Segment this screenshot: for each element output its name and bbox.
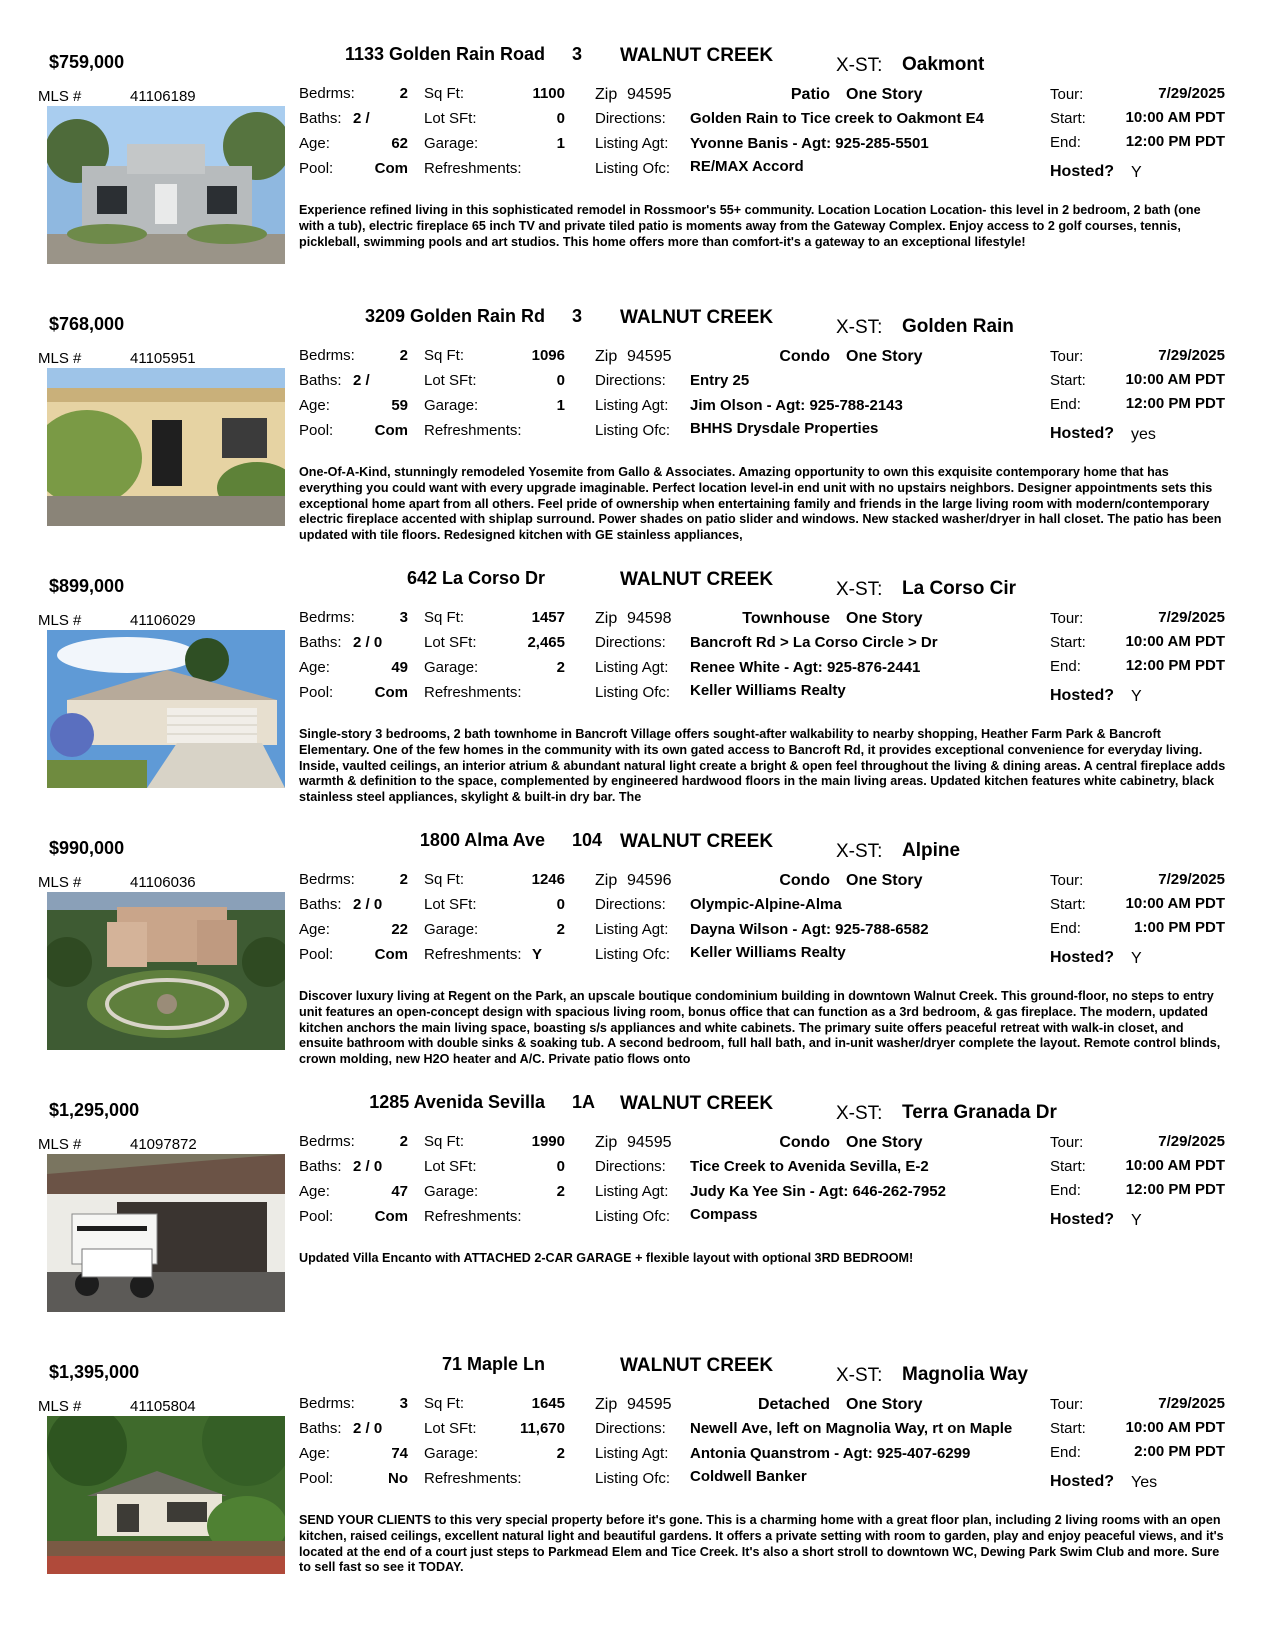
office-label: Listing Ofc: [595,160,671,177]
pool-value: Com [374,160,408,177]
pool-label: Pool: [299,1208,334,1225]
directions-label: Directions: [595,634,666,651]
age-value: 22 [391,921,408,938]
cross-street-label: X-ST: [836,1365,883,1386]
mls-number: 41105951 [130,350,196,367]
bedrooms-label: Bedrms: [299,85,355,102]
listing-card [0,1350,1275,1612]
zip-value: 94595 [627,1396,672,1413]
garage-label: Garage: [424,1183,479,1200]
cross-street-value: La Corso Cir [902,578,1017,599]
agent-value: Judy Ka Yee Sin - Agt: 646-262-7952 [690,1183,946,1200]
cross-street-label: X-ST: [836,55,883,76]
end-label: End: [1050,658,1081,675]
lot-value: 2,465 [527,634,565,651]
baths-label: Baths: [299,896,342,913]
zip-value: 94596 [627,872,672,889]
listing-price: $899,000 [49,576,125,596]
age-value: 49 [391,659,408,676]
age-value: 62 [391,135,408,152]
agent-label: Listing Agt: [595,1183,669,1200]
property-type: Townhouse [742,610,830,627]
end-label: End: [1050,1182,1081,1199]
cross-street-value: Alpine [902,840,961,861]
baths-label: Baths: [299,110,342,127]
bedrooms-value: 3 [399,1395,408,1412]
listing-card [0,302,1275,564]
hosted-value: Y [1131,950,1142,967]
listing-price: $759,000 [49,52,125,72]
bedrooms-value: 2 [399,347,408,364]
listing-description: Single-story 3 bedrooms, 2 bath townhome in Bancroft Village offers sought-after walkability to nearby shopping, Heather Farm Park & Bancroft Elementary. One of the few homes in the community with its own gated access to Bancroft Rd, it provides exceptional convenience for everyday living. Inside, vaulted ceilings, an interior atrium & abundant natural light create a bright & open feel throughout the living & dining areas. A central fireplace adds warmth & definition to the space, complemented by engineered hardwood floors in the main living areas. Updated kitchen features white cabinetry, black stainless steel appliances, skylight & built-in dry bar. The [299,727,1226,805]
refreshments-label: Refreshments: [424,422,522,439]
pool-value: Com [374,1208,408,1225]
age-label: Age: [299,1445,330,1462]
pool-value: Com [374,422,408,439]
property-style: One Story [846,872,923,889]
garage-label: Garage: [424,397,479,414]
start-label: Start: [1050,110,1086,127]
end-label: End: [1050,134,1081,151]
mls-label: MLS # [38,88,82,105]
age-label: Age: [299,135,330,152]
garage-value: 1 [556,135,565,152]
bedrooms-label: Bedrms: [299,1133,355,1150]
start-time: 10:00 AM PDT [1125,895,1225,912]
sqft-value: 1457 [531,609,565,626]
directions-label: Directions: [595,110,666,127]
pool-label: Pool: [299,160,334,177]
tour-date: 7/29/2025 [1158,871,1225,888]
mls-label: MLS # [38,350,82,367]
bedrooms-label: Bedrms: [299,609,355,626]
listing-unit: 1A [572,1092,596,1112]
lot-label: Lot SFt: [424,1158,477,1175]
directions-value: Newell Ave, left on Magnolia Way, rt on Maple [690,1420,1013,1437]
directions-label: Directions: [595,1420,666,1437]
refreshments-value: Y [532,946,543,963]
agent-label: Listing Agt: [595,397,669,414]
start-label: Start: [1050,1420,1086,1437]
cross-street-label: X-ST: [836,841,883,862]
baths-value: 2 / [353,372,370,389]
sqft-value: 1990 [531,1133,565,1150]
office-value: Keller Williams Realty [690,682,846,699]
cross-street-value: Magnolia Way [902,1364,1028,1385]
zip-label: Zip [595,610,618,627]
listing-photo[interactable] [47,1154,285,1312]
mls-label: MLS # [38,1398,82,1415]
baths-label: Baths: [299,1420,342,1437]
pool-label: Pool: [299,946,334,963]
property-style: One Story [846,1396,923,1413]
office-value: RE/MAX Accord [690,158,804,175]
listing-unit: 3 [572,44,583,64]
refreshments-label: Refreshments: [424,1470,522,1487]
agent-label: Listing Agt: [595,135,669,152]
bedrooms-value: 2 [399,1133,408,1150]
office-label: Listing Ofc: [595,422,671,439]
start-label: Start: [1050,372,1086,389]
directions-value: Golden Rain to Tice creek to Oakmont E4 [690,110,984,127]
baths-label: Baths: [299,634,342,651]
tour-label: Tour: [1050,86,1084,103]
listing-photo[interactable] [47,106,285,264]
garage-value: 1 [556,397,565,414]
end-time: 12:00 PM PDT [1125,395,1225,412]
mls-number: 41106029 [130,612,196,629]
end-label: End: [1050,1444,1081,1461]
directions-label: Directions: [595,1158,666,1175]
agent-label: Listing Agt: [595,1445,669,1462]
mls-label: MLS # [38,612,82,629]
garage-label: Garage: [424,921,479,938]
lot-value: 0 [556,110,565,127]
hosted-label: Hosted? [1050,1473,1114,1490]
zip-label: Zip [595,872,618,889]
garage-value: 2 [556,659,565,676]
baths-value: 2 / 0 [353,1420,383,1437]
property-style: One Story [846,86,923,103]
listing-photo[interactable] [47,892,285,1050]
end-label: End: [1050,396,1081,413]
listing-price: $990,000 [49,838,125,858]
zip-value: 94598 [627,610,672,627]
agent-value: Antonia Quanstrom - Agt: 925-407-6299 [690,1445,971,1462]
cross-street-label: X-ST: [836,317,883,338]
zip-value: 94595 [627,86,672,103]
mls-number: 41106036 [130,874,196,891]
end-time: 12:00 PM PDT [1125,657,1225,674]
mls-number: 41097872 [130,1136,197,1153]
mls-label: MLS # [38,1136,82,1153]
zip-label: Zip [595,86,618,103]
garage-value: 2 [556,1183,565,1200]
sqft-label: Sq Ft: [424,871,465,888]
property-type: Patio [790,86,830,103]
refreshments-label: Refreshments: [424,946,522,963]
listing-price: $768,000 [49,314,125,334]
tour-label: Tour: [1050,348,1084,365]
age-label: Age: [299,921,330,938]
garage-label: Garage: [424,659,479,676]
agent-value: Renee White - Agt: 925-876-2441 [690,659,921,676]
start-label: Start: [1050,1158,1086,1175]
office-value: BHHS Drysdale Properties [690,420,879,437]
office-label: Listing Ofc: [595,1208,671,1225]
office-label: Listing Ofc: [595,946,671,963]
sqft-label: Sq Ft: [424,609,465,626]
listing-photo[interactable] [47,630,285,788]
agent-value: Jim Olson - Agt: 925-788-2143 [690,397,903,414]
hosted-value: Y [1131,164,1142,181]
lot-label: Lot SFt: [424,372,477,389]
listing-card [0,564,1275,826]
pool-value: Com [374,946,408,963]
listing-city: WALNUT CREEK [620,1355,774,1376]
listing-card [0,40,1275,302]
cross-street-value: Golden Rain [902,316,1014,337]
listing-price: $1,395,000 [49,1362,140,1382]
listing-card [0,826,1275,1088]
office-label: Listing Ofc: [595,684,671,701]
listing-photo[interactable] [47,368,285,526]
tour-label: Tour: [1050,1134,1084,1151]
start-time: 10:00 AM PDT [1125,371,1225,388]
zip-label: Zip [595,1396,618,1413]
tour-label: Tour: [1050,872,1084,889]
hosted-label: Hosted? [1050,1211,1114,1228]
end-time: 1:00 PM PDT [1134,919,1225,936]
lot-value: 0 [556,1158,565,1175]
listing-photo[interactable] [47,1416,285,1574]
end-time: 2:00 PM PDT [1134,1443,1225,1460]
listing-card [0,1088,1275,1350]
zip-value: 94595 [627,1134,672,1151]
garage-label: Garage: [424,1445,479,1462]
baths-label: Baths: [299,372,342,389]
tour-date: 7/29/2025 [1158,85,1225,102]
property-type: Condo [779,1134,830,1151]
office-value: Coldwell Banker [690,1468,807,1485]
pool-value: No [388,1470,408,1487]
hosted-label: Hosted? [1050,687,1114,704]
directions-value: Bancroft Rd > La Corso Circle > Dr [690,634,938,651]
property-style: One Story [846,348,923,365]
sqft-label: Sq Ft: [424,1395,465,1412]
listing-description: One-Of-A-Kind, stunningly remodeled Yosemite from Gallo & Associates. Amazing opportunity to own this exquisite contemporary home that has everything you could want with every upgrade imaginable. Perfect location level-in end unit with no upstairs neighbors. Designer appointments sets this exceptional home apart from all others. Feel pride of ownership when entertaining family and friends in the large living room with modern/contemporary electric fireplace accented with shiplap surround. Power shades on patio slider and windows. New stacked washer/dryer in hall closet. The patio has been updated with tile floors. Redesigned kitchen with GE stainless appliances, [299,465,1222,543]
directions-value: Entry 25 [690,372,750,389]
sqft-value: 1100 [532,85,565,102]
sqft-value: 1096 [531,347,565,364]
refreshments-label: Refreshments: [424,684,522,701]
sqft-value: 1645 [531,1395,565,1412]
hosted-value: Y [1131,1212,1142,1229]
lot-label: Lot SFt: [424,896,477,913]
hosted-value: Y [1131,688,1142,705]
agent-value: Dayna Wilson - Agt: 925-788-6582 [690,921,929,938]
age-value: 59 [391,397,408,414]
start-time: 10:00 AM PDT [1125,633,1225,650]
baths-label: Baths: [299,1158,342,1175]
age-value: 74 [391,1445,408,1462]
start-label: Start: [1050,896,1086,913]
listing-city: WALNUT CREEK [620,307,774,328]
zip-label: Zip [595,1134,618,1151]
hosted-label: Hosted? [1050,949,1114,966]
start-time: 10:00 AM PDT [1125,109,1225,126]
bedrooms-label: Bedrms: [299,347,355,364]
start-label: Start: [1050,634,1086,651]
lot-label: Lot SFt: [424,634,477,651]
listing-price: $1,295,000 [49,1100,140,1120]
lot-value: 0 [556,372,565,389]
property-style: One Story [846,1134,923,1151]
age-label: Age: [299,1183,330,1200]
mls-number: 41106189 [130,88,196,105]
listing-unit: 104 [572,830,603,850]
lot-label: Lot SFt: [424,110,477,127]
agent-value: Yvonne Banis - Agt: 925-285-5501 [690,135,929,152]
office-value: Compass [690,1206,758,1223]
hosted-value: yes [1131,426,1156,443]
directions-value: Tice Creek to Avenida Sevilla, E-2 [690,1158,929,1175]
listing-city: WALNUT CREEK [620,831,774,852]
end-label: End: [1050,920,1081,937]
cross-street-label: X-ST: [836,1103,883,1124]
baths-value: 2 / 0 [353,634,383,651]
zip-label: Zip [595,348,618,365]
directions-label: Directions: [595,896,666,913]
listing-address: 1133 Golden Rain Road [344,44,545,64]
listing-city: WALNUT CREEK [620,569,774,590]
listing-address: 1285 Avenida Sevilla [369,1092,545,1112]
bedrooms-label: Bedrms: [299,871,355,888]
property-type: Condo [779,348,830,365]
refreshments-label: Refreshments: [424,160,522,177]
zip-value: 94595 [627,348,672,365]
cross-street-label: X-ST: [836,579,883,600]
pool-label: Pool: [299,684,334,701]
sqft-label: Sq Ft: [424,347,465,364]
tour-date: 7/29/2025 [1158,609,1225,626]
garage-label: Garage: [424,135,479,152]
tour-date: 7/29/2025 [1158,1395,1225,1412]
listing-city: WALNUT CREEK [620,1093,774,1114]
start-time: 10:00 AM PDT [1125,1157,1225,1174]
listing-city: WALNUT CREEK [620,45,774,66]
office-label: Listing Ofc: [595,1470,671,1487]
bedrooms-value: 2 [399,871,408,888]
tour-label: Tour: [1050,1396,1084,1413]
hosted-label: Hosted? [1050,425,1114,442]
tour-date: 7/29/2025 [1158,347,1225,364]
age-label: Age: [299,659,330,676]
listing-unit: 3 [572,306,583,326]
baths-value: 2 / [353,110,370,127]
hosted-label: Hosted? [1050,163,1114,180]
bedrooms-label: Bedrms: [299,1395,355,1412]
listing-description: SEND YOUR CLIENTS to this very special property before it's gone. This is a charming home with a great floor plan, including 2 living rooms with an open kitchen, raised ceilings, excellent natural light and beautiful gardens. It offers a private setting with room to garden, play and enjoy peaceful views, and it's located at the end of a court just steps to Parkmead Elem and Tice Creek. It's also a short stroll to downtown WC, Dewing Park Swim Club and more. Sure to sell fast so see it TODAY. [299,1513,1224,1575]
pool-value: Com [374,684,408,701]
mls-label: MLS # [38,874,82,891]
age-value: 47 [391,1183,408,1200]
hosted-value: Yes [1131,1474,1158,1491]
age-label: Age: [299,397,330,414]
cross-street-value: Oakmont [902,54,985,75]
listing-address: 642 La Corso Dr [406,568,545,588]
listing-address: 71 Maple Ln [441,1354,545,1374]
lot-label: Lot SFt: [424,1420,477,1437]
property-type: Condo [779,872,830,889]
refreshments-label: Refreshments: [424,1208,522,1225]
bedrooms-value: 3 [399,609,408,626]
start-time: 10:00 AM PDT [1125,1419,1225,1436]
end-time: 12:00 PM PDT [1125,1181,1225,1198]
sqft-value: 1246 [531,871,565,888]
listing-address: 1800 Alma Ave [419,830,545,850]
lot-value: 0 [556,896,565,913]
property-type: Detached [757,1396,830,1413]
cross-street-value: Terra Granada Dr [902,1102,1057,1123]
listing-description: Discover luxury living at Regent on the Park, an upscale boutique condominium building in downtown Walnut Creek. This ground-floor, no steps to entry unit features an open-concept design with spacious living room, bonus office that can function as a 3rd bedroom, & gas fireplace. The modern, updated kitchen anchors the main living space, boasting s/s appliances and white cabinets. The primary suite offers peaceful retreat with walk-in closet, and ensuite bathroom with double sinks & soaking tub. A second bedroom, full hall bath, and in-unit washer/dryer complete the layout. Remote control blinds, crown molding, new H2O heater and A/C. Private patio flows onto [299,989,1221,1067]
lot-value: 11,670 [519,1420,565,1437]
garage-value: 2 [556,921,565,938]
pool-label: Pool: [299,1470,334,1487]
baths-value: 2 / 0 [353,1158,383,1175]
end-time: 12:00 PM PDT [1125,133,1225,150]
mls-number: 41105804 [130,1398,196,1415]
office-value: Keller Williams Realty [690,944,846,961]
agent-label: Listing Agt: [595,921,669,938]
agent-label: Listing Agt: [595,659,669,676]
pool-label: Pool: [299,422,334,439]
listing-address: 3209 Golden Rain Rd [364,306,545,326]
sqft-label: Sq Ft: [424,85,465,102]
baths-value: 2 / 0 [353,896,383,913]
listing-description: Updated Villa Encanto with ATTACHED 2-CAR GARAGE + flexible layout with optional 3RD BEDROOM! [299,1251,914,1265]
garage-value: 2 [556,1445,565,1462]
tour-date: 7/29/2025 [1158,1133,1225,1150]
directions-value: Olympic-Alpine-Alma [690,896,842,913]
tour-label: Tour: [1050,610,1084,627]
bedrooms-value: 2 [399,85,408,102]
sqft-label: Sq Ft: [424,1133,465,1150]
property-style: One Story [846,610,923,627]
listing-description: Experience refined living in this sophisticated remodel in Rossmoor's 55+ community. Location Location Location- this level in 2 bedroom, 2 bath (one with a tub), electric fireplace 65 inch TV and private tiled patio is moments away from the Gateway Complex. Enjoy access to 2 golf courses, tennis, pickleball, swimming pools and art studios. This home offers more than comfort-it's a gateway to an exceptional lifestyle! [299,203,1201,249]
directions-label: Directions: [595,372,666,389]
